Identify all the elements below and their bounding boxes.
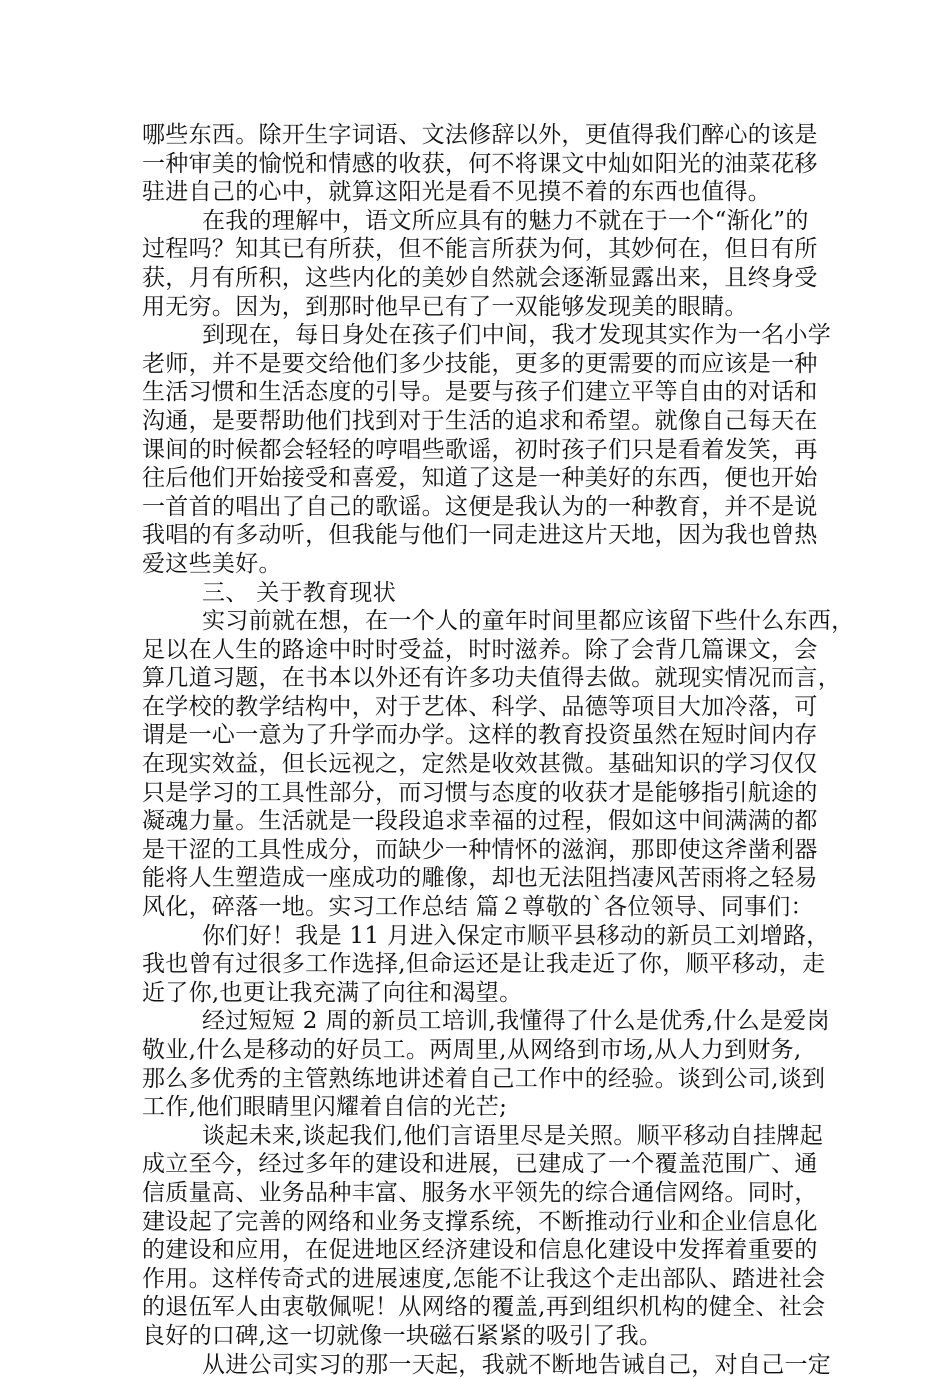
text-line: 我也曾有过很多工作选择,但命运还是让我走近了你，顺平移动，走 — [142, 951, 826, 978]
text-line: 能将人生塑造成一座成功的雕像，却也无法阻挡凄风苦雨将之轻易 — [142, 865, 818, 892]
text-line: 哪些东西。除开生字词语、文法修辞以外，更值得我们醉心的该是 — [142, 122, 818, 148]
text-line: 生活习惯和生活态度的引导。是要与孩子们建立平等自由的对话和 — [142, 379, 818, 406]
text-line: 那么多优秀的主管熟练地讲述着自己工作中的经验。谈到公司,谈到 — [142, 1065, 826, 1092]
text-line: 获，月有所积，这些内化的美妙自然就会逐渐显露出来，且终身受 — [142, 264, 818, 291]
text-line: 沟通，是要帮助他们找到对于生活的追求和希望。就像自己每天在 — [142, 407, 818, 434]
text-line: 三、 关于教育现状 — [202, 579, 397, 606]
text-line: 你们好！我是 11 月进入保定市顺平县移动的新员工刘增路， — [202, 922, 830, 949]
text-line: 成立至今，经过多年的建设和进展，已建成了一个覆盖范围广、通 — [142, 1151, 818, 1178]
text-line: 一种审美的愉悦和情感的收获，何不将课文中灿如阳光的油菜花移 — [142, 150, 818, 177]
text-line: 在学校的教学结构中，对于艺体、科学、品德等项目大加冷落，可 — [142, 693, 818, 720]
text-line: 在现实效益，但长远视之，定然是收效甚微。基础知识的学习仅仅 — [142, 751, 818, 778]
text-line: 的建设和应用，在促进地区经济建设和信息化建设中发挥着重要的 — [142, 1237, 818, 1264]
text-line: 良好的口碑,这一切就像一块磁石紧紧的吸引了我。 — [142, 1322, 663, 1349]
text-line: 算几道习题，在书本以外还有许多功夫值得去做。就现实情况而言， — [142, 665, 841, 692]
text-line: 作用。这样传奇式的进展速度,怎能不让我这个走出部队、踏进社会 — [142, 1265, 826, 1292]
text-line: 凝魂力量。生活就是一段段追求幸福的过程，假如这中间满满的都 — [142, 808, 818, 835]
text-line: 经过短短 2 周的新员工培训,我懂得了什么是优秀,什么是爱岗 — [202, 1008, 830, 1035]
text-line: 谓是一心一意为了升学而办学。这样的教育投资虽然在短时间内存 — [142, 722, 818, 749]
text-line: 从进公司实习的那一天起，我就不断地告诫自己，对自己一定 — [202, 1351, 832, 1378]
text-line: 爱这些美好。 — [142, 550, 282, 577]
text-line: 是干涩的工具性成分，而缺少一种情怀的滋润，那即使这斧凿利器 — [142, 836, 818, 863]
text-line: 我唱的有多动听，但我能与他们一同走进这片天地，因为我也曾热 — [142, 522, 818, 549]
text-line: 在我的理解中，语文所应具有的魅力不就在于一个“渐化”的 — [202, 207, 809, 234]
text-line: 实习前就在想，在一个人的童年时间里都应该留下些什么东西， — [202, 608, 855, 635]
text-line: 课间的时候都会轻轻的哼唱些歌谣，初时孩子们只是看着发笑，再 — [142, 436, 818, 463]
text-line: 用无穷。因为，到那时他早已有了一双能够发现美的眼睛。 — [142, 293, 748, 320]
document-body — [142, 121, 855, 1379]
text-line: 驻进自己的心中，就算这阳光是看不见摸不着的东西也值得。 — [142, 179, 772, 206]
text-line: 老师，并不是要交给他们多少技能，更多的更需要的而应该是一种 — [142, 350, 818, 377]
text-line: 谈起未来,谈起我们,他们言语里尽是关照。顺平移动自挂牌起 — [202, 1122, 824, 1149]
text-line: 到现在，每日身处在孩子们中间，我才发现其实作为一名小学 — [202, 322, 832, 349]
text-line: 信质量高、业务品种丰富、服务水平领先的综合通信网络。同时， — [142, 1179, 818, 1206]
text-line: 建设起了完善的网络和业务支撑系统，不断推动行业和企业信息化 — [142, 1208, 818, 1235]
text-line: 的退伍军人由衷敬佩呢！从网络的覆盖,再到组织机构的健全、社会 — [142, 1294, 826, 1321]
text-line: 近了你,也更让我充满了向往和渴望。 — [142, 979, 523, 1006]
text-line: 敬业,什么是移动的好员工。两周里,从网络到市场,从人力到财务, — [142, 1037, 802, 1063]
text-line: 工作,他们眼睛里闪耀着自信的光芒; — [142, 1094, 508, 1121]
text-line: 过程吗？知其已有所获，但不能言所获为何，其妙何在，但日有所 — [142, 236, 818, 263]
text-line: 只是学习的工具性部分，而习惯与态度的收获才是能够指引航途的 — [142, 779, 818, 806]
text-line: 风化，碎落一地。实习工作总结 篇２尊敬的`各位领导、同事们： — [142, 894, 814, 921]
text-line: 足以在人生的路途中时时受益，时时滋养。除了会背几篇课文，会 — [142, 636, 818, 663]
text-line: 往后他们开始接受和喜爱，知道了这是一种美好的东西，便也开始 — [142, 465, 818, 492]
text-line: 一首首的唱出了自己的歌谣。这便是我认为的一种教育，并不是说 — [142, 493, 818, 520]
